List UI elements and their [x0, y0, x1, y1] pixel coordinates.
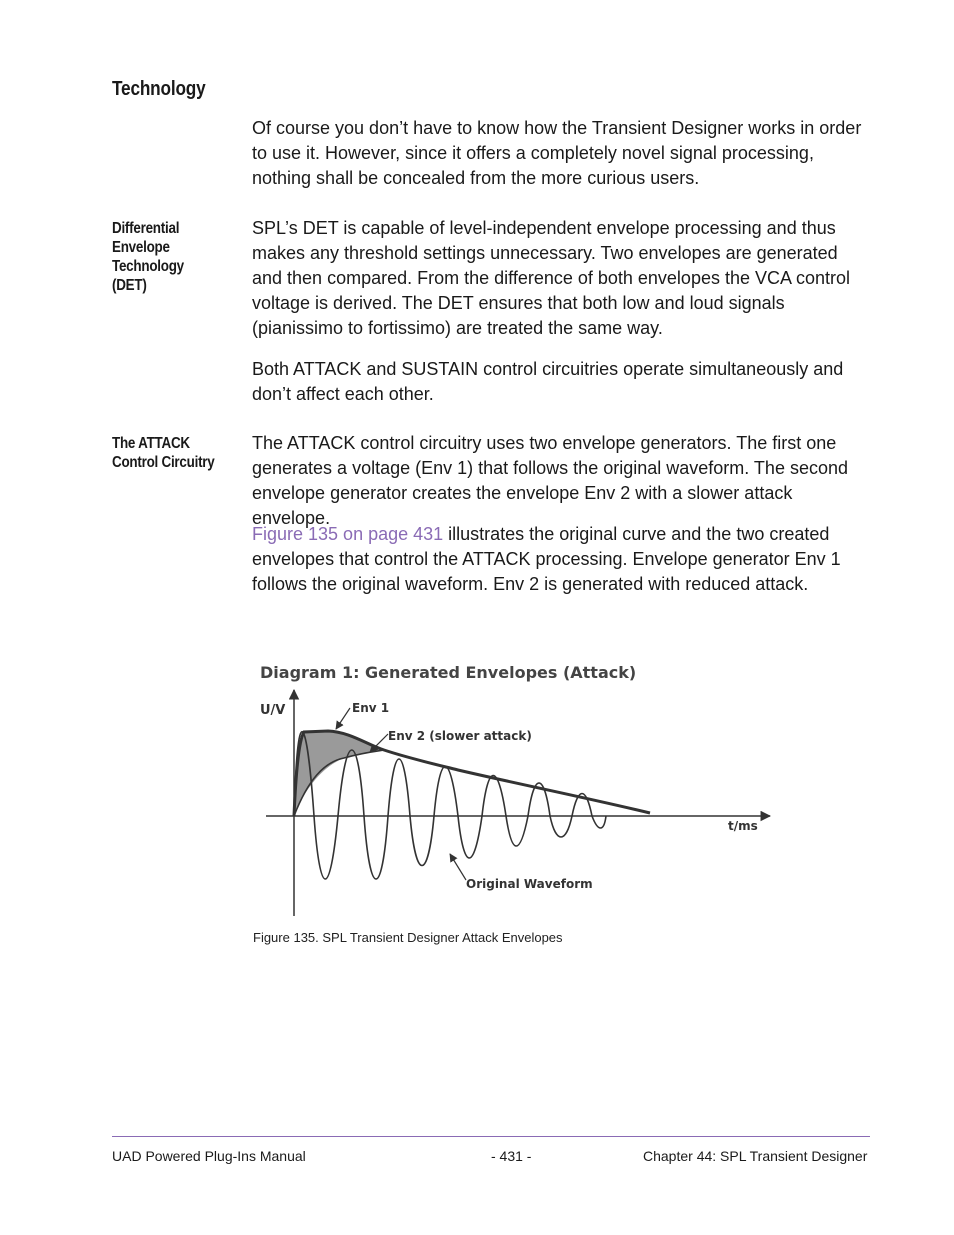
det-side-heading: Differential Envelope Technology (DET) [112, 220, 184, 294]
footer-manual-title: UAD Powered Plug-Ins Manual [112, 1148, 306, 1164]
envelope-diagram [258, 650, 778, 920]
figure-caption: Figure 135. SPL Transient Designer Attack Envelopes [253, 930, 563, 945]
det-paragraph-2: Both ATTACK and SUSTAIN control circuitries operate simultaneously and don’t affect each other. [252, 359, 844, 404]
section-title: Technology [112, 78, 206, 100]
attack-side-heading: The ATTACK Control Circuitry [112, 435, 215, 471]
waveform-pointer [450, 854, 466, 880]
y-axis-label: U/V [260, 703, 286, 718]
attack-paragraph-2 [252, 522, 872, 597]
x-axis-label: t/ms [728, 819, 758, 833]
intro-paragraph: Of course you don’t have to know how the Transient Designer works in order to use it. However, since it offers a completely novel signal processing, nothing shall be concealed from the more curious users. [252, 118, 862, 188]
diagram-title: Diagram 1: Generated Envelopes (Attack) [260, 663, 637, 682]
footer-rule [112, 1136, 870, 1137]
waveform-label: Original Waveform [466, 877, 593, 891]
footer-page-number: - 431 - [491, 1148, 532, 1164]
env2-label: Env 2 (slower attack) [388, 729, 532, 743]
det-paragraph-1: SPL’s DET is capable of level-independent envelope processing and thus makes any threshold settings unnecessary. Two envelopes are generated and then compared. From the difference of both envelopes the VCA control voltage is derived. The DET ensures that both low and loud signals (pianissimo to fortissimo) are treated the same way. [252, 218, 851, 338]
attack-paragraph-2-text: illustrates the original curve and the two created envelopes that control the ATTACK processing. Envelope generator Env 1 follows the original waveform. Env 2 is generated with reduced attack. [252, 524, 841, 594]
env1-label: Env 1 [352, 701, 390, 715]
attack-paragraph-1: The ATTACK control circuitry uses two envelope generators. The first one generates a voltage (Env 1) that follows the original waveform. The second envelope generator creates the envelope Env 2 with a slower attack envelope. [252, 433, 848, 528]
figure-link[interactable]: Figure 135 on page 431 [252, 524, 444, 544]
env1-pointer [336, 708, 350, 729]
footer-chapter-title: Chapter 44: SPL Transient Designer [643, 1148, 868, 1164]
